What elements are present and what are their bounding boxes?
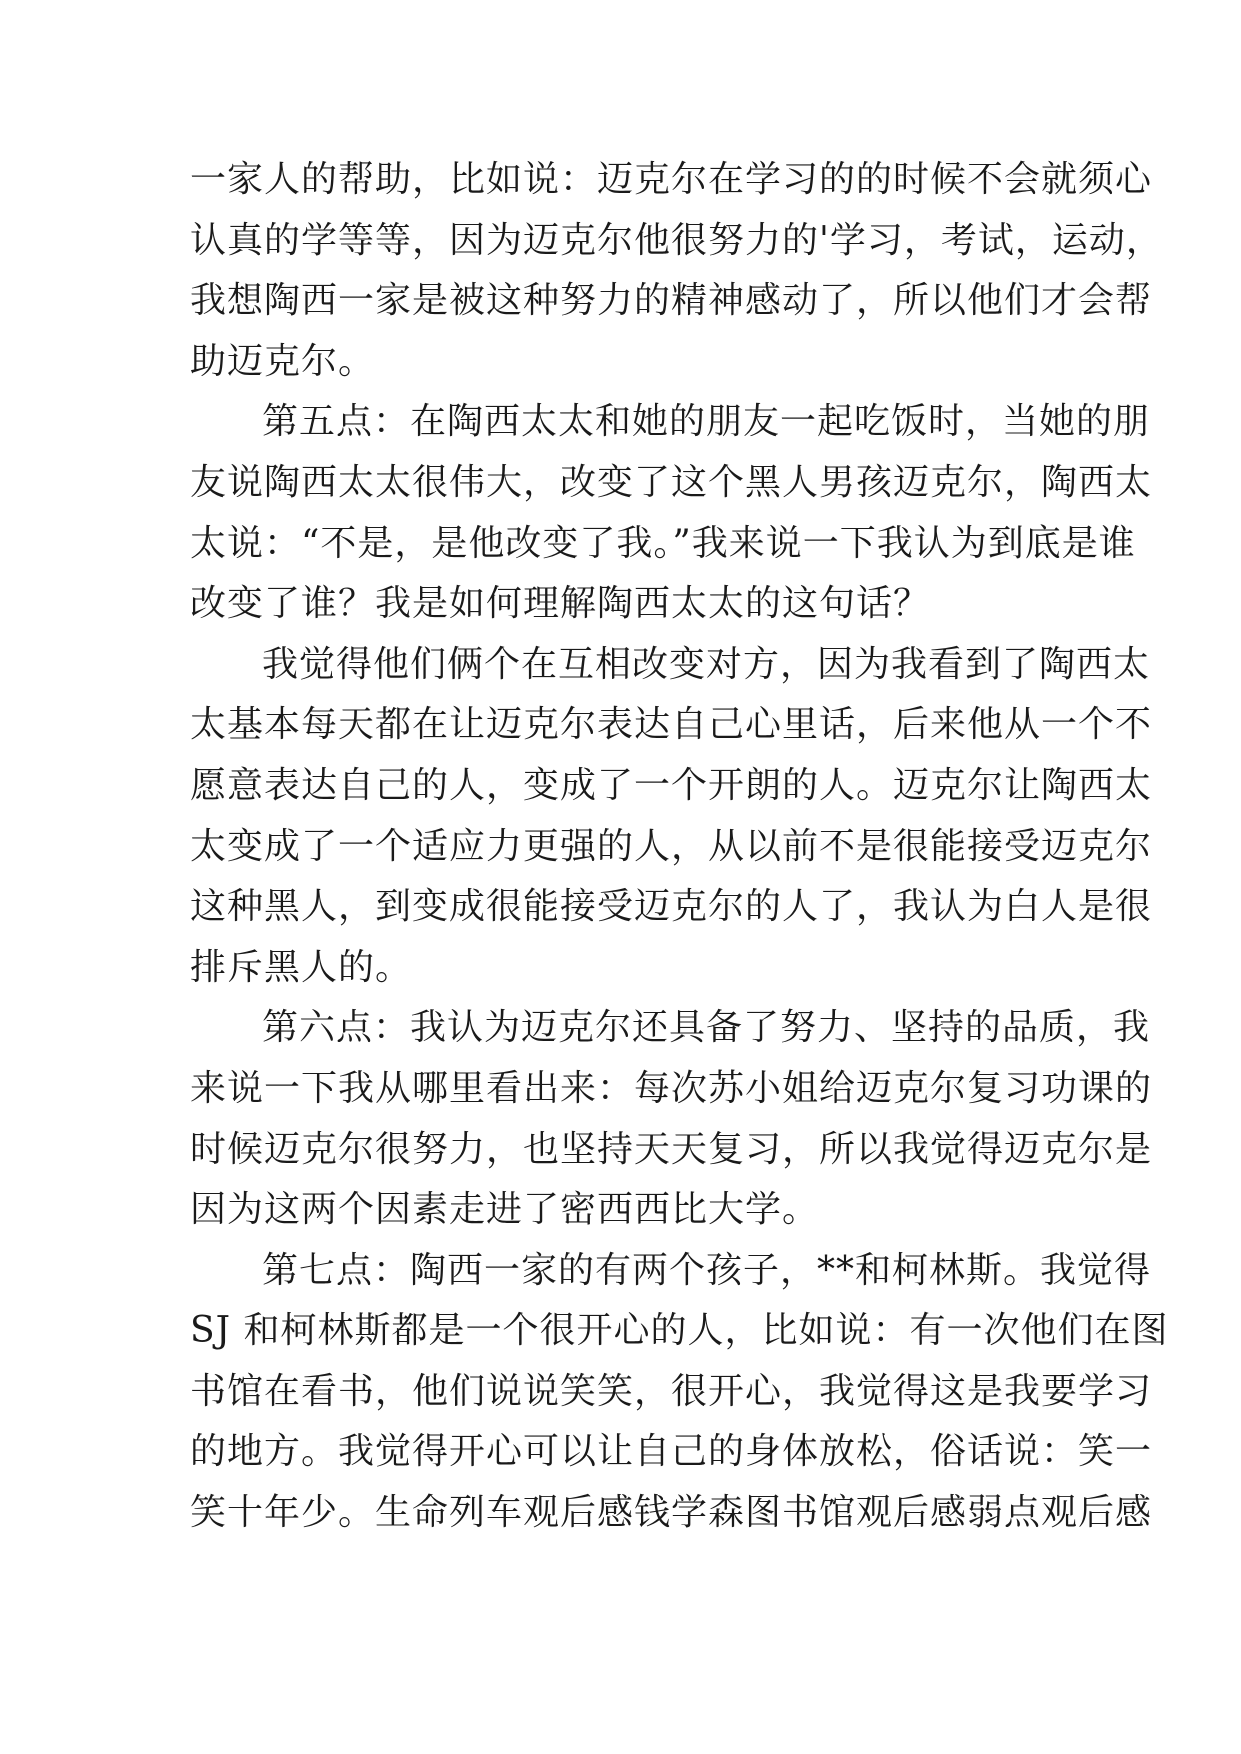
text-line: 书馆在看书，他们说说笑笑，很开心，我觉得这是我要学习	[190, 1370, 1153, 1412]
text-line: 愿意表达自己的人，变成了一个开朗的人。迈克尔让陶西太	[190, 764, 1153, 806]
paragraph-start-line: 我觉得他们俩个在互相改变对方，因为我看到了陶西太	[262, 643, 1151, 685]
paragraph-start-line: 第七点：陶西一家的有两个孩子，**和柯林斯。我觉得	[262, 1249, 1152, 1291]
text-line: 改变了谁？我是如何理解陶西太太的这句话？	[190, 583, 931, 625]
text-line: 太说：“不是，是他改变了我。”我来说一下我认为到底是谁	[190, 522, 1136, 564]
text-line: 助迈克尔。	[190, 340, 376, 382]
text-line: 认真的学等等，因为迈克尔他很努力的'学习，考试，运动，	[190, 219, 1163, 261]
text-line: 来说一下我从哪里看出来：每次苏小姐给迈克尔复习功课的	[190, 1067, 1153, 1109]
text-line: 因为这两个因素走进了密西西比大学。	[190, 1189, 820, 1231]
text-line: 我想陶西一家是被这种努力的精神感动了，所以他们才会帮	[190, 280, 1153, 322]
document-body	[190, 150, 1169, 1544]
text-line: 排斥黑人的。	[190, 946, 413, 988]
text-line: 友说陶西太太很伟大，改变了这个黑人男孩迈克尔，陶西太	[190, 461, 1153, 503]
paragraph-start-line: 第六点：我认为迈克尔还具备了努力、坚持的品质，我	[262, 1007, 1151, 1049]
paragraph-start-line: 第五点：在陶西太太和她的朋友一起吃饭时，当她的朋	[262, 401, 1151, 443]
text-line: 笑十年少。生命列车观后感钱学森图书馆观后感弱点观后感	[190, 1492, 1153, 1534]
text-line: 太变成了一个适应力更强的人，从以前不是很能接受迈克尔	[190, 825, 1153, 867]
text-line: SJ 和柯林斯都是一个很开心的人，比如说：有一次他们在图	[190, 1310, 1169, 1352]
text-line: 的地方。我觉得开心可以让自己的身体放松，俗话说：笑一	[190, 1431, 1153, 1473]
text-line: 太基本每天都在让迈克尔表达自己心里话，后来他从一个不	[190, 704, 1153, 746]
text-line: 时候迈克尔很努力，也坚持天天复习，所以我觉得迈克尔是	[190, 1128, 1153, 1170]
text-line: 一家人的帮助，比如说：迈克尔在学习的的时候不会就须心	[190, 159, 1153, 200]
text-line: 这种黑人，到变成很能接受迈克尔的人了，我认为白人是很	[190, 886, 1153, 928]
